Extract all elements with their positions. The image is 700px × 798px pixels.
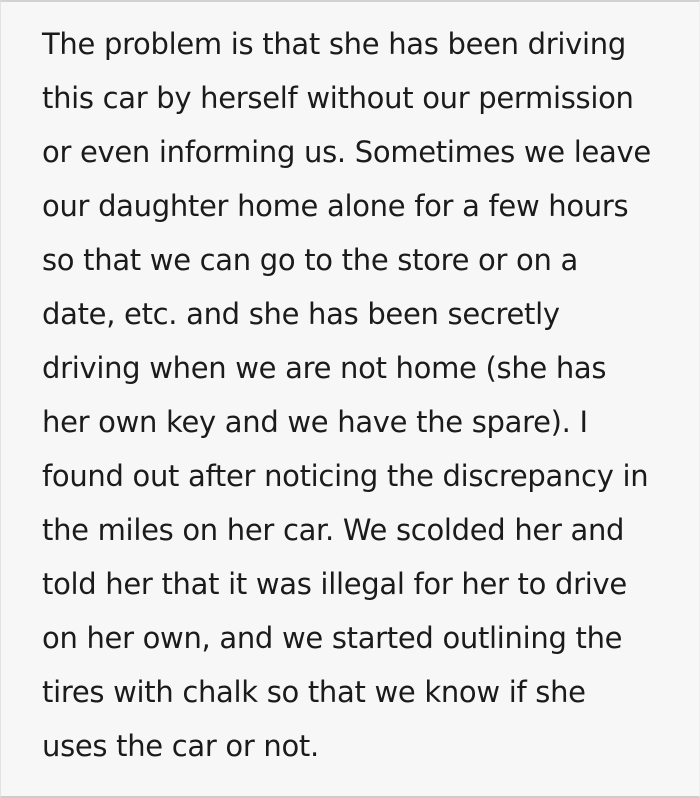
post-text-line: told her that it was illegal for her to drive — [42, 567, 627, 601]
post-text-line: her own key and we have the spare). I — [42, 405, 588, 439]
post-text-line: uses the car or not. — [42, 729, 319, 763]
post-text-line: date, etc. and she has been secretly — [42, 297, 560, 331]
post-text-line: so that we can go to the store or on a — [42, 243, 578, 277]
post-text-line: on her own, and we started outlining the — [42, 621, 623, 655]
post-text-line: found out after noticing the discrepancy in — [42, 459, 649, 493]
post-text-line: The problem is that she has been driving — [42, 27, 626, 61]
post-text-line: driving when we are not home (she has — [42, 351, 607, 385]
post-text-line: or even informing us. Sometimes we leave — [42, 135, 651, 169]
post-text-line: this car by herself without our permission — [42, 81, 634, 115]
post-text-line: our daughter home alone for a few hours — [42, 189, 629, 223]
post-text-line: tires with chalk so that we know if she — [42, 675, 586, 709]
post-text-line: the miles on her car. We scolded her and — [42, 513, 625, 547]
